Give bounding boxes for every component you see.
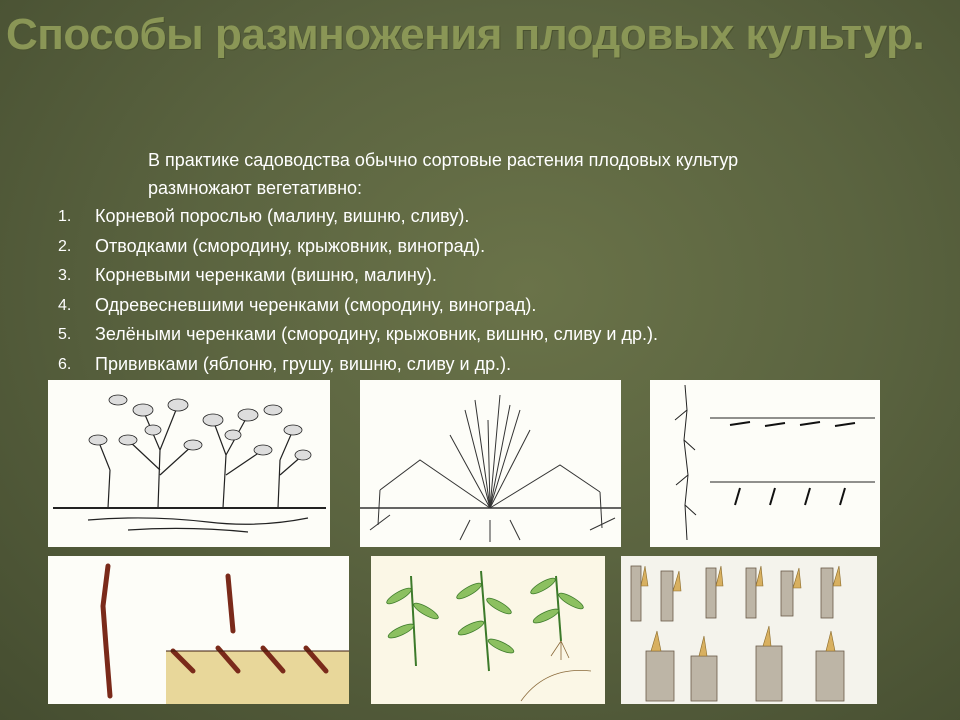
item-number: 2. — [58, 237, 72, 255]
grafting-drawing — [621, 556, 877, 704]
layering-drawing — [360, 380, 621, 547]
item-text: Корневой порослью (малину, вишню, сливу). — [95, 206, 470, 226]
list-item — [58, 291, 778, 321]
list-item — [58, 320, 778, 350]
item-text: Прививками (яблоню, грушу, вишню, сливу и др.). — [95, 353, 512, 374]
item-number: 1. — [58, 208, 72, 225]
methods-list — [58, 202, 778, 379]
intro-text: В практике садоводства обычно сортовые растения плодовых культур размножают вегетативно: — [148, 150, 739, 198]
hardwood-cuttings-illustration — [48, 556, 349, 704]
green-cuttings-drawing — [371, 556, 605, 704]
green-cuttings-illustration — [371, 556, 605, 704]
list-item — [58, 261, 778, 291]
list-item — [58, 350, 778, 380]
layering-illustration — [360, 380, 621, 547]
item-text: Зелёными черенками (смородину, крыжовник, вишню, сливу и др.). — [95, 324, 658, 344]
list-item — [58, 232, 778, 262]
item-number: 5. — [58, 326, 72, 343]
slide-title: Способы размножения плодовых культур. — [6, 10, 925, 59]
list-item — [58, 202, 778, 232]
item-number: 4. — [58, 296, 72, 314]
root-cuttings-illustration — [650, 380, 880, 547]
root-suckers-drawing — [48, 380, 330, 547]
hardwood-cuttings-drawing — [48, 556, 349, 704]
item-text: Отводками (смородину, крыжовник, виноград). — [95, 235, 486, 256]
item-text: Одревесневшими черенками (смородину, виноград). — [95, 294, 537, 315]
grafting-illustration — [621, 556, 877, 704]
item-number: 6. — [58, 355, 72, 373]
root-cuttings-drawing — [650, 380, 880, 547]
root-suckers-illustration — [48, 380, 330, 547]
item-number: 3. — [58, 267, 72, 284]
item-text: Корневыми черенками (вишню, малину). — [95, 265, 437, 285]
